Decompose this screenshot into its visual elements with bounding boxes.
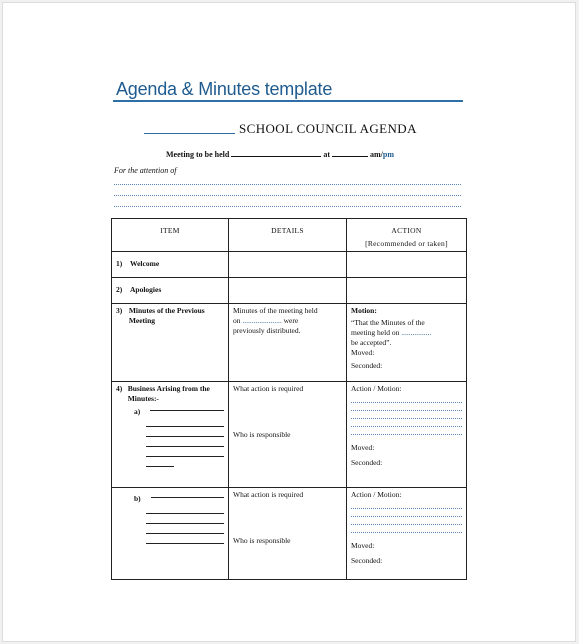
title-underline — [113, 100, 463, 102]
attention-line-2 — [114, 195, 461, 196]
agenda-name-blank — [144, 133, 235, 134]
apologies-action — [347, 278, 467, 304]
attention-line-1 — [114, 184, 461, 185]
table-header-row — [112, 219, 467, 252]
apologies-item: 2) Apologies — [112, 278, 229, 304]
welcome-item: 1) Welcome — [112, 252, 229, 278]
apologies-details — [229, 278, 347, 304]
arising-item-b: b) — [112, 488, 229, 580]
table-row-arising-a — [112, 382, 467, 488]
meeting-label: Meeting to be held — [166, 150, 230, 159]
meeting-date-blank — [231, 148, 321, 157]
header-action — [347, 219, 467, 252]
attention-line-3 — [114, 206, 461, 207]
arising-details-b: What action is required Who is responsible — [229, 488, 347, 580]
minutes-action: Motion: “That the Minutes of the meeting held on ................ be accepted”. Moved: Seconded: — [347, 304, 467, 382]
minutes-item: 3) Minutes of the Previous Meeting — [112, 304, 229, 382]
welcome-details — [229, 252, 347, 278]
welcome-action — [347, 252, 467, 278]
table-row-arising-b — [112, 488, 467, 580]
agenda-table — [111, 218, 467, 580]
table-row-apologies — [112, 278, 467, 304]
document-title: Agenda & Minutes template — [116, 79, 333, 99]
attention-label: For the attention of — [114, 166, 177, 175]
am-label: am/ — [370, 150, 383, 159]
meeting-line — [166, 148, 394, 159]
table-row-minutes — [112, 304, 467, 382]
document-page — [2, 2, 576, 642]
header-action-sub: [Recommended or taken] — [365, 239, 448, 248]
table-row-welcome — [112, 252, 467, 278]
meeting-time-blank — [332, 148, 368, 157]
pm-label: pm — [382, 150, 395, 159]
arising-action-a: Action / Motion: Moved: Seconded: — [347, 382, 467, 488]
header-item: ITEM — [112, 219, 229, 252]
agenda-heading: SCHOOL COUNCIL AGENDA — [239, 121, 417, 136]
arising-item-a: 4) Business Arising from the Minutes:- a) — [112, 382, 229, 488]
at-label: at — [323, 150, 330, 159]
header-action-label: ACTION — [391, 226, 422, 235]
arising-action-b: Action / Motion: Moved: Seconded: — [347, 488, 467, 580]
header-details: DETAILS — [229, 219, 347, 252]
arising-details-a: What action is required Who is responsible — [229, 382, 347, 488]
minutes-details: Minutes of the meeting held on ..................... were previously distributed. — [229, 304, 347, 382]
